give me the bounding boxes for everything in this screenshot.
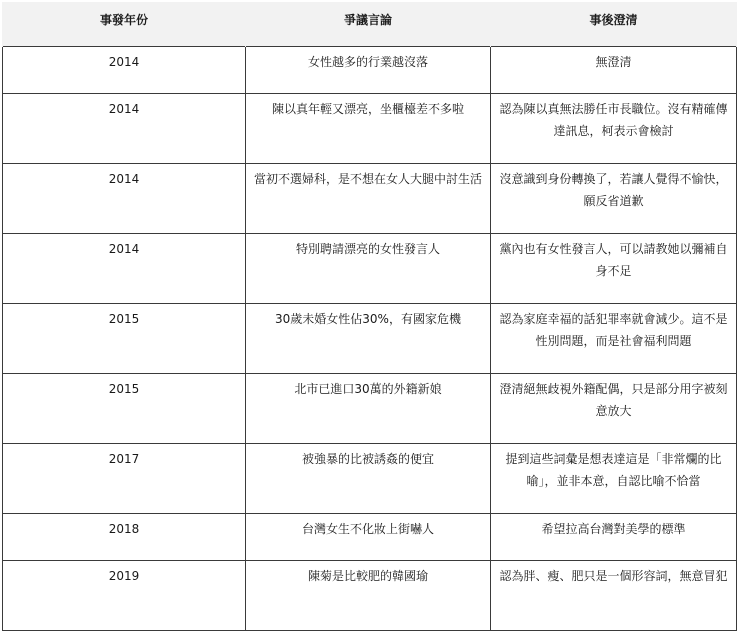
remark-cell: 北市已進口30萬的外籍新娘 [246, 373, 491, 443]
table-row [3, 560, 737, 630]
year-cell: 2015 [3, 303, 246, 373]
table-row [3, 46, 737, 93]
clarification-cell: 提到這些詞彙是想表達這是「非常爛的比喻」，並非本意，自認比喻不恰當 [491, 443, 737, 513]
clarification-cell: 認為家庭幸福的話犯罪率就會減少。這不是性別問題，而是社會福利問題 [491, 303, 737, 373]
clarification-cell: 希望拉高台灣對美學的標準 [491, 513, 737, 560]
remark-cell: 特別聘請漂亮的女性發言人 [246, 233, 491, 303]
remark-cell: 當初不選婦科，是不想在女人大腿中討生活 [246, 163, 491, 233]
table-row [3, 93, 737, 163]
header-year: 事發年份 [3, 2, 246, 46]
remark-cell: 30歲未婚女性佔30%，有國家危機 [246, 303, 491, 373]
year-cell: 2018 [3, 513, 246, 560]
remark-cell: 台灣女生不化妝上街嚇人 [246, 513, 491, 560]
year-cell: 2014 [3, 93, 246, 163]
clarification-cell: 無澄清 [491, 46, 737, 93]
table-row [3, 233, 737, 303]
clarification-cell: 認為胖、瘦、肥只是一個形容詞，無意冒犯 [491, 560, 737, 630]
table-row [3, 373, 737, 443]
clarification-cell: 沒意識到身份轉換了，若讓人覺得不愉快，願反省道歉 [491, 163, 737, 233]
header-clarification: 事後澄清 [491, 2, 737, 46]
year-cell: 2014 [3, 46, 246, 93]
year-cell: 2015 [3, 373, 246, 443]
remark-cell: 陳菊是比較肥的韓國瑜 [246, 560, 491, 630]
table-row [3, 303, 737, 373]
clarification-cell: 黨內也有女性發言人，可以請教她以彌補自身不足 [491, 233, 737, 303]
year-cell: 2019 [3, 560, 246, 630]
table-header-row [3, 2, 737, 46]
year-cell: 2014 [3, 163, 246, 233]
table-row [3, 443, 737, 513]
clarification-cell: 澄清絕無歧視外籍配偶，只是部分用字被刻意放大 [491, 373, 737, 443]
remark-cell: 被強暴的比被誘姦的便宜 [246, 443, 491, 513]
table-row [3, 163, 737, 233]
header-remark: 爭議言論 [246, 2, 491, 46]
year-cell: 2014 [3, 233, 246, 303]
remark-cell: 陳以真年輕又漂亮，坐櫃檯差不多啦 [246, 93, 491, 163]
year-cell: 2017 [3, 443, 246, 513]
table-container [2, 2, 736, 631]
table-row [3, 513, 737, 560]
controversy-table [2, 2, 737, 631]
remark-cell: 女性越多的行業越沒落 [246, 46, 491, 93]
clarification-cell: 認為陳以真無法勝任市長職位。沒有精確傳達訊息，柯表示會檢討 [491, 93, 737, 163]
